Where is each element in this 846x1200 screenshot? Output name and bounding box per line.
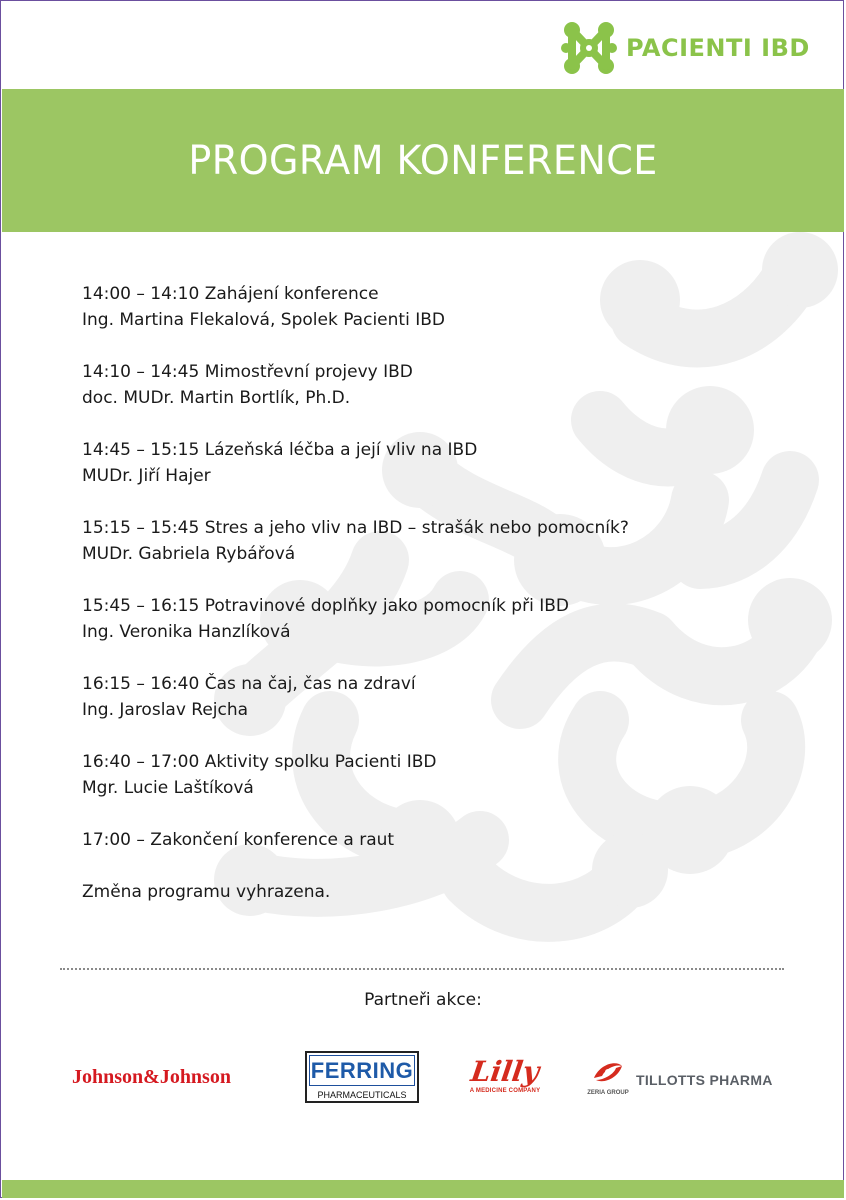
program-item-speaker: Ing. Martina Flekalová, Spolek Pacienti IBD [82, 310, 445, 330]
program-item-title: 17:00 – Zakončení konference a raut [82, 830, 395, 850]
lilly-logo [455, 1056, 555, 1094]
program-item-title: 14:00 – 14:10 Zahájení konference [82, 284, 379, 304]
program-item-speaker: Mgr. Lucie Laštíková [82, 778, 254, 798]
program-item [82, 749, 762, 801]
footer-bar [2, 1180, 844, 1198]
ferring-logo-name: FERRING [309, 1055, 415, 1086]
program-item-speaker: Ing. Veronika Hanzlíková [82, 622, 291, 642]
program-item-title: 16:15 – 16:40 Čas na čaj, čas na zdraví [82, 674, 416, 694]
program-item-title: 14:10 – 14:45 Mimostřevní projevy IBD [82, 362, 413, 382]
program-item-title: 15:15 – 15:45 Stres a jeho vliv na IBD – strašák nebo pomocník? [82, 518, 629, 538]
program-item [82, 281, 762, 333]
ferring-logo-sub: PHARMACEUTICALS [317, 1090, 407, 1100]
johnson-and-johnson-logo: Johnson&Johnson [72, 1066, 231, 1088]
program-item [82, 515, 762, 567]
program-item [82, 437, 762, 489]
partners-title: Partneři akce: [364, 990, 482, 1010]
program-item-speaker: Ing. Jaroslav Rejcha [82, 700, 249, 720]
lilly-logo-sub: A MEDICINE COMPANY [469, 1088, 541, 1094]
lilly-logo-name: Lilly [468, 1055, 542, 1088]
zeria-group-logo [582, 1058, 634, 1096]
program-item-title: 16:40 – 17:00 Aktivity spolku Pacienti IBD [82, 752, 437, 772]
zeria-logo-sub: ZERIA GROUP [587, 1090, 629, 1096]
program-item [82, 671, 762, 723]
dotted-divider [60, 968, 784, 970]
program-item [82, 827, 762, 853]
program-item [82, 593, 762, 645]
pacienti-ibd-logo [560, 20, 810, 76]
molecule-logo-icon [560, 20, 618, 76]
zeria-swirl-icon [590, 1058, 626, 1086]
program-item-speaker: MUDr. Gabriela Rybářová [82, 544, 296, 564]
program-item-speaker: MUDr. Jiří Hajer [82, 466, 211, 486]
ferring-logo [305, 1051, 419, 1103]
program-item [82, 359, 762, 411]
tillotts-pharma-logo: TILLOTTS PHARMA [636, 1072, 773, 1088]
program-item-title: 14:45 – 15:15 Lázeňská léčba a její vliv na IBD [82, 440, 478, 460]
title-banner [2, 89, 844, 232]
program-list [82, 281, 762, 905]
program-item-speaker: doc. MUDr. Martin Bortlík, Ph.D. [82, 388, 351, 408]
logo-text: PACIENTI IBD [626, 34, 810, 62]
program-item-title: 15:45 – 16:15 Potravinové doplňky jako pomocník při IBD [82, 596, 569, 616]
page-title: PROGRAM KONFERENCE [188, 137, 658, 184]
program-note: Změna programu vyhrazena. [82, 882, 331, 902]
